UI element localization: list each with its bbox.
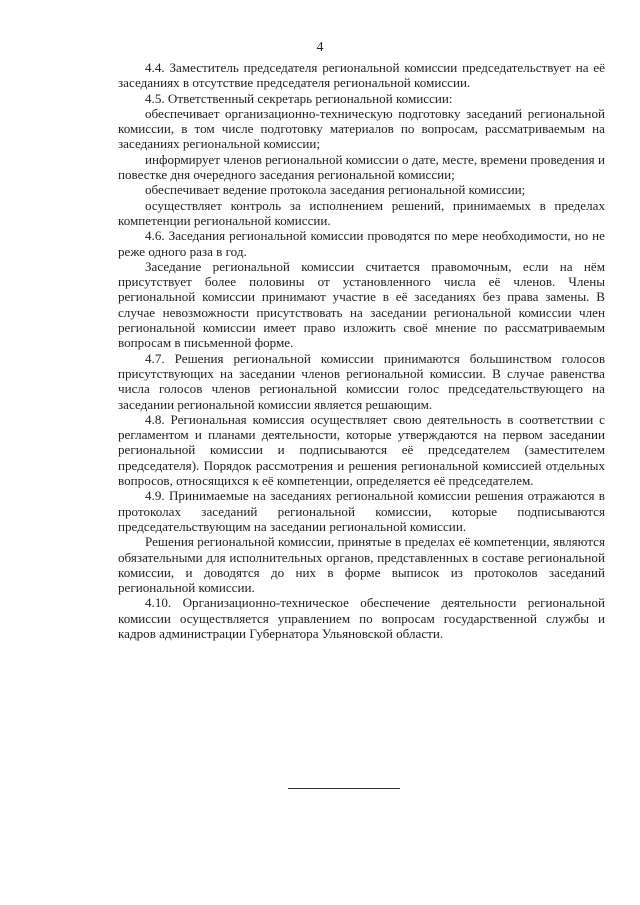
paragraph-4-9-decisions: Решения региональной комиссии, принятые в пределах её компетенции, являются обязательными для исполнительных органов, представленных в составе региональной комиссии, и доводятся до них в форме выписок из протоколов заседаний региональной комиссии.	[118, 534, 605, 596]
paragraph-4-8: 4.8. Региональная комиссия осуществляет свою деятельность в соответствии с регламентом и планами деятельности, которые утверждаются на первом заседании региональной комиссии и подписываются её председателем (заместителем председателя). Порядок рассмотрения и решения региональной комиссией отдельных вопросов, относящихся к её компетенции, определяется её председателем.	[118, 411, 605, 489]
paragraph-4-4: 4.4. Заместитель председателя региональной комиссии председательствует на её заседаниях в отсутствие председателя региональной комиссии.	[118, 60, 605, 91]
paragraph-4-6-quorum: Заседание региональной комиссии считается правомочным, если на нём присутствует более половины от установленного числа её членов. Члены региональной комиссии принимают участие в её заседаниях без права замены. В случае невозможности присутствовать на заседании региональной комиссии член региональной комиссии имеет право изложить своё мнение по рассматриваемым вопросам в письменной форме.	[118, 258, 605, 351]
paragraph-4-7: 4.7. Решения региональной комиссии принимаются большинством голосов присутствующих на заседании членов региональной комиссии. В случае равенства числа голосов членов региональной комиссии голос председательствующего на заседании региональной комиссии является решающим.	[118, 350, 605, 412]
paragraph-4-5: 4.5. Ответственный секретарь региональной комиссии:	[145, 90, 453, 106]
paragraph-4-10: 4.10. Организационно-техническое обеспечение деятельности региональной комиссии осуществляется управлением по вопросам государственной службы и кадров администрации Губернатора Ульяновской области.	[118, 595, 605, 641]
page-number: 4	[316, 40, 324, 55]
paragraph-4-9: 4.9. Принимаемые на заседаниях региональной комиссии решения отражаются в протоколах заседаний региональной комиссии, которые подписываются председательствующим на заседании региональной комиссии.	[118, 488, 605, 534]
document-body	[118, 60, 605, 641]
paragraph-4-5-item-2: информирует членов региональной комиссии о дате, месте, времени проведения и повестке дня очередного заседания региональной комиссии;	[118, 151, 605, 183]
paragraph-4-5-item-1: обеспечивает организационно-техническую подготовку заседаний региональной комиссии, в том числе подготовку материалов по вопросам, рассматриваемым на заседаниях региональной комиссии;	[118, 105, 605, 152]
paragraph-4-6: 4.6. Заседания региональной комиссии проводятся по мере необходимости, но не реже одного раза в год.	[118, 228, 605, 259]
end-divider	[288, 788, 400, 789]
paragraph-4-5-item-3: обеспечивает ведение протокола заседания региональной комиссии;	[145, 182, 526, 198]
paragraph-4-5-item-4: осуществляет контроль за исполнением решений, принимаемых в пределах компетенции региональной комиссии.	[118, 197, 605, 228]
